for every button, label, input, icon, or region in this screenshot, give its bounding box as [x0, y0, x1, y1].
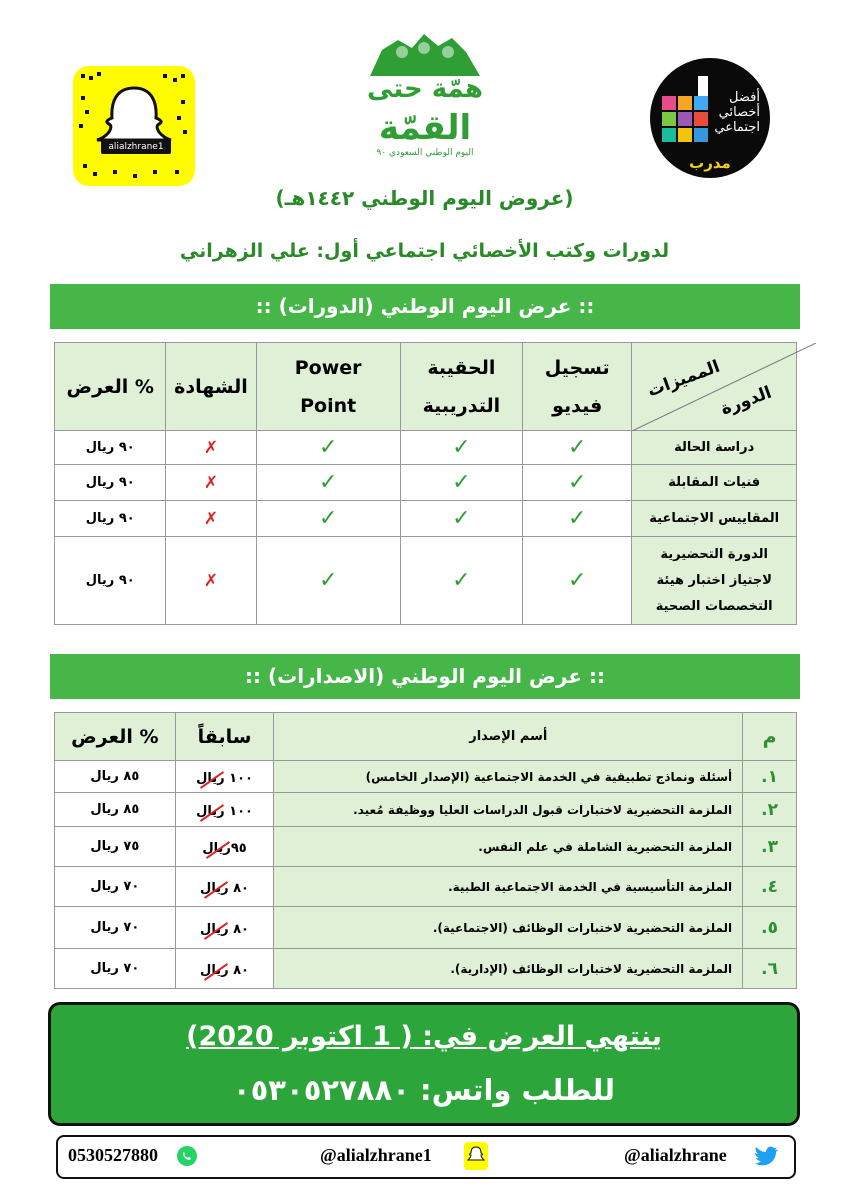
check-icon: ✓: [400, 501, 522, 537]
page-title: (عروض اليوم الوطني ١٤٤٢هـ): [275, 186, 574, 210]
course-row: [55, 431, 797, 465]
pub-col-name-header: أسم الإصدار: [274, 713, 743, 761]
national-day-logo: [362, 30, 488, 164]
pub-number: .٤: [743, 867, 797, 907]
pub-name: الملزمة التأسيسية في الخدمة الاجتماعية الطبية.: [274, 867, 743, 907]
course-price: ٩٠ ريال: [55, 501, 166, 537]
course-name: فنيات المقابلة: [632, 465, 797, 501]
pub-col-offer-header: العرض %: [55, 713, 176, 761]
publications-section-title: :: عرض اليوم الوطني (الاصدارات) ::: [50, 654, 800, 699]
cross-icon: ✗: [166, 537, 256, 625]
course-price: ٩٠ ريال: [55, 465, 166, 501]
pub-old-price: ٨٠ ريال: [200, 963, 249, 978]
snapchat-icon: [464, 1142, 488, 1170]
whatsapp-icon: [176, 1145, 198, 1167]
pub-name: الملزمة التحضيرية الشاملة في علم النفس.: [274, 827, 743, 867]
pub-price: ٧٠ ريال: [55, 867, 176, 907]
courses-section-title: :: عرض اليوم الوطني (الدورات) ::: [50, 284, 800, 329]
col-training-bag-header: الحقيبة التدريبية: [400, 343, 522, 431]
check-icon: ✓: [400, 431, 522, 465]
check-icon: ✓: [522, 431, 631, 465]
mountain-heads-icon: [362, 30, 488, 78]
pub-number: .٢: [743, 793, 797, 827]
twitter-handle[interactable]: @alialzhrane: [624, 1145, 727, 1165]
pub-old-price: ١٠٠ ريال: [196, 804, 253, 819]
pub-name: أسئلة ونماذج تطبيقية في الخدمة الاجتماعية (الإصدار الخامس): [274, 761, 743, 793]
check-icon: ✓: [256, 537, 400, 625]
pub-number: .٣: [743, 827, 797, 867]
publications-table: [54, 712, 797, 989]
cross-icon: ✗: [166, 431, 256, 465]
pub-col-previous-header: سابقاً: [175, 713, 274, 761]
publication-row: [55, 867, 797, 907]
cross-icon: ✗: [166, 465, 256, 501]
courses-table: [54, 342, 797, 625]
course-price: ٩٠ ريال: [55, 537, 166, 625]
col-certificate-header: الشهادة: [166, 343, 256, 431]
course-name: دراسة الحالة: [632, 431, 797, 465]
publication-row: [55, 793, 797, 827]
course-label: الدورة: [717, 382, 774, 420]
features-label: المميزات: [645, 356, 723, 402]
pub-number: .٥: [743, 907, 797, 949]
check-icon: ✓: [256, 501, 400, 537]
publication-row: [55, 761, 797, 793]
pub-col-number-header: م: [743, 713, 797, 761]
check-icon: ✓: [522, 501, 631, 537]
pub-old-price: ١٠٠ ريال: [196, 771, 253, 786]
pub-name: الملزمة التحضيرية لاختبارات الوظائف (الاجتماعية).: [274, 907, 743, 949]
publication-row: [55, 949, 797, 989]
course-row: [55, 537, 797, 625]
col-video-header: تسجيل فيديو: [522, 343, 631, 431]
social-worker-logo: [650, 58, 770, 178]
offer-box: [48, 1002, 800, 1126]
pub-price: ٨٥ ريال: [55, 793, 176, 827]
snapchat-handle[interactable]: @alialzhrane1: [320, 1145, 432, 1165]
pub-price: ٨٥ ريال: [55, 761, 176, 793]
course-row: [55, 465, 797, 501]
publication-row: [55, 907, 797, 949]
pub-old-price: ٩٥ريال: [202, 841, 247, 856]
check-icon: ✓: [400, 465, 522, 501]
twitter-bird-icon: [754, 1146, 780, 1168]
check-icon: ✓: [256, 431, 400, 465]
pub-old-price: ٨٠ ريال: [200, 881, 249, 896]
check-icon: ✓: [400, 537, 522, 625]
pub-price: ٧٥ ريال: [55, 827, 176, 867]
course-row: [55, 501, 797, 537]
national-logo-line1: همّة حتى: [367, 74, 483, 104]
pub-number: .١: [743, 761, 797, 793]
course-price: ٩٠ ريال: [55, 431, 166, 465]
contact-footer: [56, 1135, 796, 1179]
check-icon: ✓: [256, 465, 400, 501]
pub-name: الملزمة التحضيرية لاختبارات قبول الدراسات العليا ووظيفة مُعيد.: [274, 793, 743, 827]
course-name: المقاييس الاجتماعية: [632, 501, 797, 537]
social-worker-logo-text: أفضل أخصائي اجتماعي: [714, 90, 760, 135]
national-logo-line2: القمّة: [378, 108, 472, 148]
offer-end-date: ينتهي العرض في: ( 1 اكتوبر 2020): [186, 1021, 662, 1052]
pub-price: ٧٠ ريال: [55, 907, 176, 949]
snapcode-dots-icon: [73, 66, 195, 186]
page-subtitle: لدورات وكتب الأخصائي اجتماعي أول: علي الزهراني: [179, 240, 670, 262]
order-whatsapp: للطلب واتس: ٠٥٣٠٥٢٧٨٨٠: [232, 1073, 616, 1107]
publication-row: [55, 827, 797, 867]
pub-old-price: ٨٠ ريال: [200, 922, 249, 937]
course-name: الدورة التحضيرية لاجتياز اختبار هيئة التخصصات الصحية: [632, 537, 797, 625]
national-logo-subtitle: اليوم الوطني السعودي ٩٠: [376, 148, 474, 158]
pub-number: .٦: [743, 949, 797, 989]
corner-header: [632, 343, 797, 431]
col-offer-header: العرض %: [55, 343, 166, 431]
trainer-label: مدرب: [689, 154, 731, 172]
col-powerpoint-header: Power Point: [256, 343, 400, 431]
whatsapp-number[interactable]: 0530527880: [68, 1145, 158, 1165]
check-icon: ✓: [522, 537, 631, 625]
snapchat-username: alialzhrane1: [101, 140, 171, 154]
snapchat-code-logo: [73, 66, 195, 186]
pub-price: ٧٠ ريال: [55, 949, 176, 989]
pub-name: الملزمة التحضيرية لاختبارات الوظائف (الإدارية).: [274, 949, 743, 989]
cross-icon: ✗: [166, 501, 256, 537]
check-icon: ✓: [522, 465, 631, 501]
